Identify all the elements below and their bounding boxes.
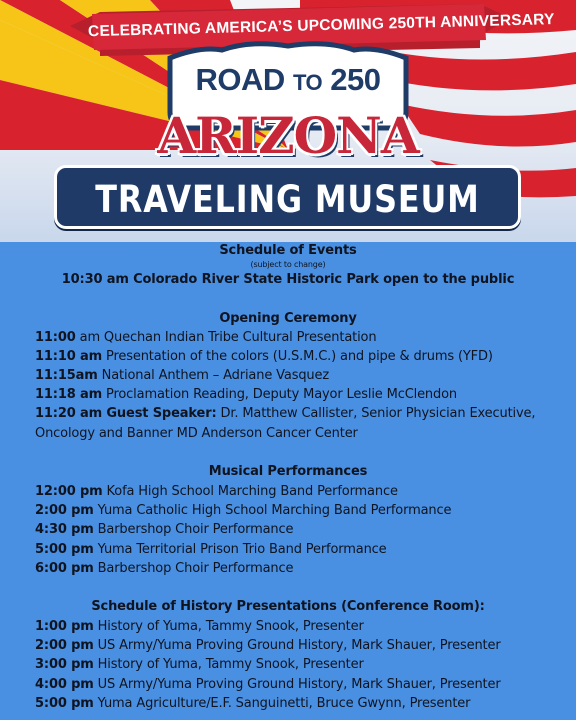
item-description: Dr. Matthew Callister, Senior Physician Executive, [216,406,536,421]
item-description: History of Yuma, Tammy Snook, Presenter [93,619,364,634]
traveling-museum-title: TRAVELING MUSEUM [95,178,480,221]
schedule-item [35,541,387,559]
schedule-subtitle: (subject to change) [250,260,326,269]
item-time: 12:00 pm [35,484,103,499]
item-description: US Army/Yuma Proving Ground History, Mark Shauer, Presenter [93,638,501,653]
schedule-item [35,618,364,636]
item-description: Yuma Catholic High School Marching Band Performance [93,503,452,518]
item-time: 11:20 am Guest Speaker: [35,406,217,421]
item-time: 2:00 pm [35,638,94,653]
schedule-panel [0,242,576,720]
schedule-item [35,637,501,655]
item-description: Barbershop Choir Performance [93,522,294,537]
section-heading-musical-performances: Musical Performances [208,464,368,479]
item-time: 3:00 pm [35,657,94,672]
item-description: am Quechan Indian Tribe Cultural Presentation [75,330,377,345]
schedule-item [35,676,501,694]
item-time: 5:00 pm [35,542,94,557]
section-heading-opening-ceremony: Opening Ceremony [219,311,357,326]
item-time: 11:18 am [35,387,103,402]
schedule-item [35,348,493,366]
item-time: 2:00 pm [35,503,94,518]
anniversary-ribbon-text: CELEBRATING AMERICA’S UPCOMING 250TH ANNIVERSARY [87,11,555,41]
item-time: 11:00 [35,330,76,345]
schedule-item [35,367,329,385]
schedule-item [35,405,535,423]
arizona-wordmark: ARIZONA [157,106,419,165]
traveling-museum-banner [54,165,521,229]
schedule-item [35,560,293,578]
logo-road: ROAD [195,62,285,97]
logo-to: TO [292,70,323,95]
schedule-item-continuation: Oncology and Banner MD Anderson Cancer Center [35,426,358,441]
schedule-item [35,521,293,539]
schedule-title: Schedule of Events [219,243,357,258]
item-time: 1:00 pm [35,619,94,634]
section-heading-history-presentations: Schedule of History Presentations (Conference Room): [91,599,485,614]
item-description: National Anthem – Adriane Vasquez [97,368,330,383]
item-description: Proclamation Reading, Deputy Mayor Leslie McClendon [102,387,458,402]
item-time: 11:10 am [35,349,103,364]
item-description: Yuma Territorial Prison Trio Band Performance [93,542,387,557]
road-to-250-logo [176,62,400,98]
item-time: 5:00 pm [35,696,94,711]
item-time: 4:30 pm [35,522,94,537]
schedule-item [35,329,376,347]
schedule-item [35,483,398,501]
park-open-line: 10:30 am Colorado River State Historic Park open to the public [61,272,515,287]
logo-250: 250 [330,62,381,97]
schedule-item [35,656,364,674]
schedule-item [35,502,451,520]
item-description: Presentation of the colors (U.S.M.C.) and pipe & drums (YFD) [102,349,493,364]
header-banner [0,0,576,242]
item-description: Yuma Agriculture/E.F. Sanguinetti, Bruce Gwynn, Presenter [93,696,471,711]
item-description: Barbershop Choir Performance [93,561,294,576]
schedule-item [35,386,457,404]
schedule-item [35,695,470,713]
item-time: 11:15am [35,368,98,383]
item-description: US Army/Yuma Proving Ground History, Mark Shauer, Presenter [93,677,501,692]
item-description: History of Yuma, Tammy Snook, Presenter [93,657,364,672]
item-time: 6:00 pm [35,561,94,576]
item-time: 4:00 pm [35,677,94,692]
item-description: Kofa High School Marching Band Performance [102,484,398,499]
